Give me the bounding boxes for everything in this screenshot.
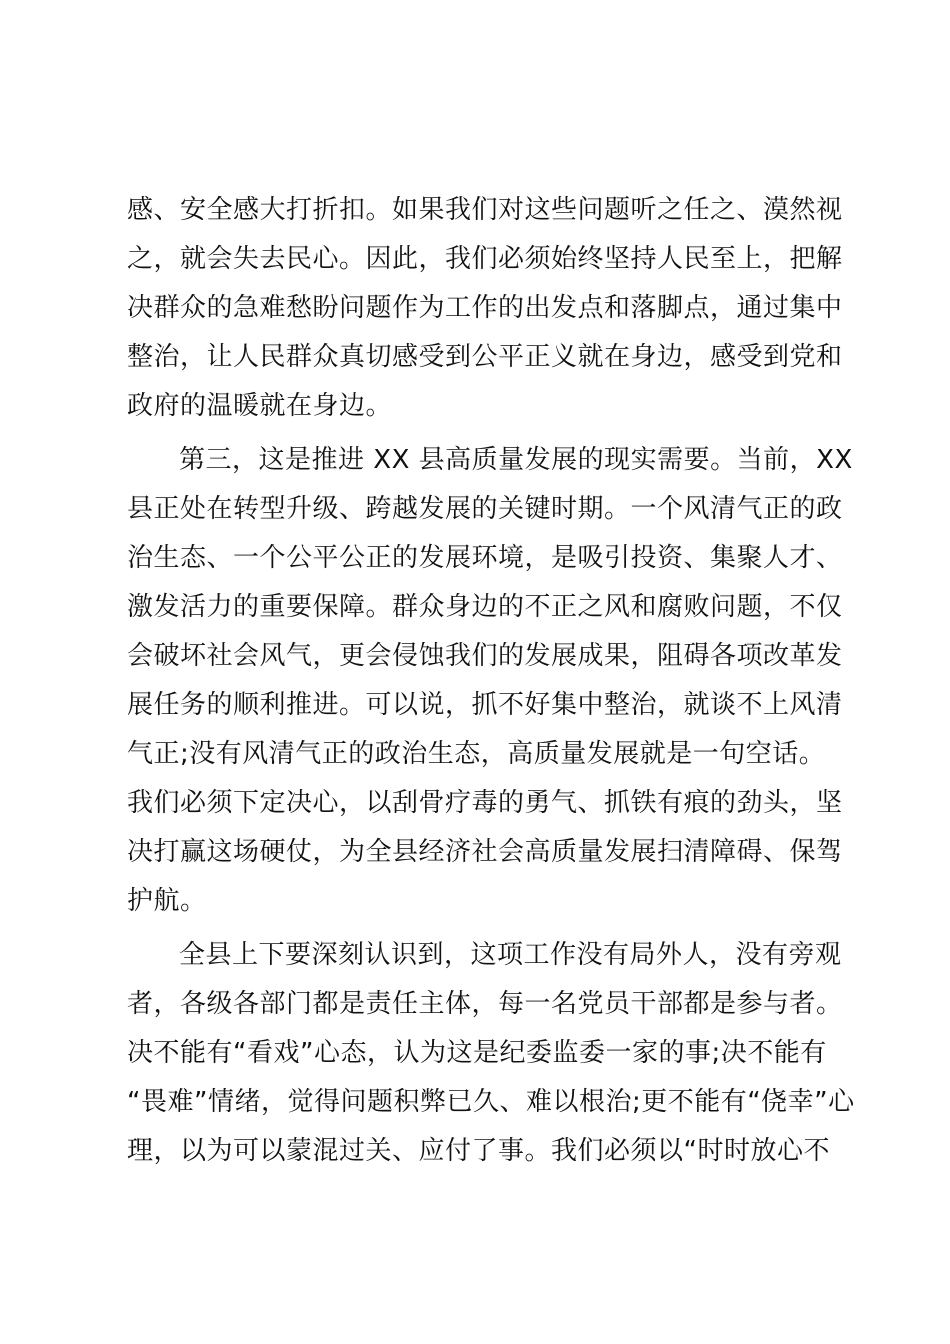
text-line: 决打赢这场硬仗，为全县经济社会高质量发展扫清障碍、保驾 bbox=[127, 837, 843, 867]
text-line: 之，就会失去民心。因此，我们必须始终坚持人民至上，把解 bbox=[127, 244, 843, 274]
text-line: 感、安全感大打折扣。如果我们对这些问题听之任之、漠然视 bbox=[127, 195, 843, 225]
text-line: 决不能有“看戏”心态，认为这是纪委监委一家的事;决不能有 bbox=[127, 1038, 827, 1068]
text-line: 者，各级各部门都是责任主体，每一名党员干部都是参与者。 bbox=[127, 989, 843, 1019]
text-line: 县正处在转型升级、跨越发展的关键时期。一个风清气正的政 bbox=[127, 494, 843, 524]
text-line: 整治，让人民群众真切感受到公平正义就在身边，感受到党和 bbox=[127, 342, 843, 372]
text-line: 气正;没有风清气正的政治生态，高质量发展就是一句空话。 bbox=[127, 739, 826, 769]
text-line: 会破坏社会风气，更会侵蚀我们的发展成果，阻碍各项改革发 bbox=[127, 641, 843, 671]
text-line: 理，以为可以蒙混过关、应付了事。我们必须以“时时放心不 bbox=[127, 1136, 830, 1166]
text-line: 展任务的顺利推进。可以说，抓不好集中整治，就谈不上风清 bbox=[127, 690, 843, 720]
paragraph-start-line: 第三，这是推进 XX 县高质量发展的现实需要。当前，XX bbox=[179, 445, 853, 475]
text-line: 政府的温暖就在身边。 bbox=[127, 391, 393, 421]
text-line: 护航。 bbox=[127, 886, 207, 916]
text-line: “畏难”情绪，觉得问题积弊已久、难以根治;更不能有“侥幸”心 bbox=[127, 1087, 855, 1117]
text-line: 治生态、一个公平公正的发展环境，是吸引投资、集聚人才、 bbox=[127, 543, 843, 573]
paragraph-start-line: 全县上下要深刻认识到，这项工作没有局外人，没有旁观 bbox=[179, 940, 842, 970]
text-line: 决群众的急难愁盼问题作为工作的出发点和落脚点，通过集中 bbox=[127, 293, 843, 323]
text-line: 激发活力的重要保障。群众身边的不正之风和腐败问题，不仅 bbox=[127, 592, 843, 622]
text-line: 我们必须下定决心，以刮骨疗毒的勇气、抓铁有痕的劲头，坚 bbox=[127, 788, 843, 818]
